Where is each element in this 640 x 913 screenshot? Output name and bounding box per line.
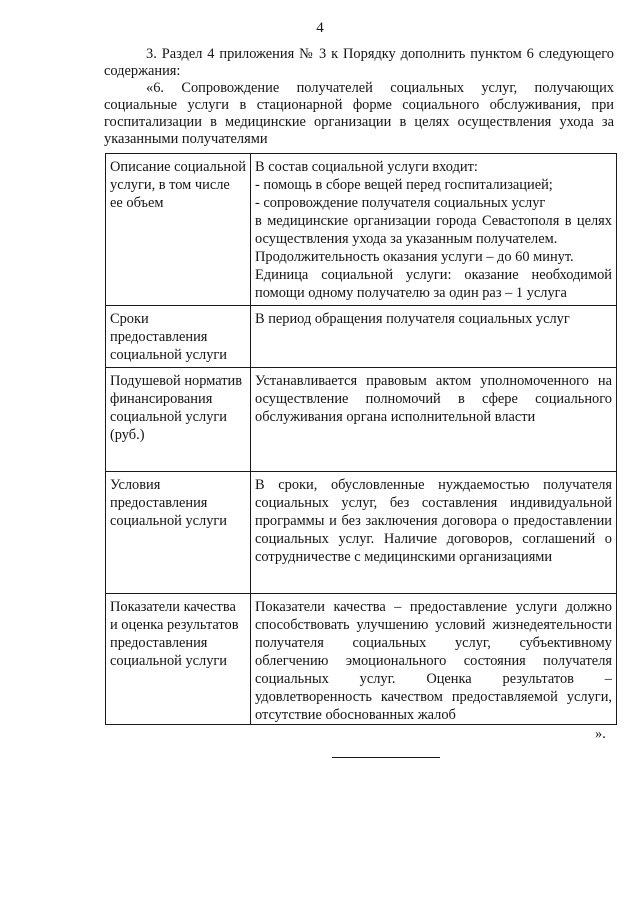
content-line: Показатели качества – предоставление услуги должно способствовать улучшению условий жизнедеятельности получателя социальных услуг, субъективному облегчению эмоционального состояния получателя социальных услуг. Оценка результатов – удовлетворенность качеством предоставляемой услуги, отсутствие обоснованных жалоб <box>255 599 612 723</box>
content-line: Продолжительность оказания услуги – до 60 минут. <box>255 249 574 265</box>
amendment-paragraph: 3. Раздел 4 приложения № 3 к Порядку дополнить пунктом 6 следующего содержания: <box>104 46 614 79</box>
row-label: Показатели качества и оценка результатов предоставления социальной услуги <box>106 594 251 725</box>
content-line: в медицинские организации города Севастополя в целях осуществления ухода за указанным получателем. <box>255 213 612 247</box>
row-label: Сроки предоставления социальной услуги <box>106 306 251 368</box>
table-row <box>106 306 617 368</box>
content-line: В период обращения получателя социальных услуг <box>255 311 570 327</box>
row-content <box>251 368 617 472</box>
table-row <box>106 594 617 725</box>
end-divider-line <box>332 757 440 758</box>
table-row <box>106 368 617 472</box>
row-label: Условия предоставления социальной услуги <box>106 472 251 594</box>
content-line: В сроки, обусловленные нуждаемостью получателя социальных услуг, без составления индивидуальной программы и без заключения договора о предоставлении социальных услуг. Наличие договоров, соглашений о сотрудничестве с медицинскими организациями <box>255 477 612 565</box>
page-number: 4 <box>316 20 324 36</box>
content-line: Устанавливается правовым актом уполномоченного на осуществление полномочий в сфере социального обслуживания органа исполнительной власти <box>255 373 612 425</box>
row-content <box>251 472 617 594</box>
content-line: В состав социальной услуги входит: <box>255 159 478 175</box>
closing-quote-mark: ». <box>595 726 606 742</box>
row-label: Описание социальной услуги, в том числе ее объем <box>106 154 251 306</box>
table-row <box>106 154 617 306</box>
row-content <box>251 154 617 306</box>
row-label: Подушевой норматив финансирования социальной услуги (руб.) <box>106 368 251 472</box>
service-table <box>105 153 617 725</box>
content-line: - сопровождение получателя социальных услуг <box>255 195 546 211</box>
content-line: Единица социальной услуги: оказание необходимой помощи одному получателю за один раз – 1 услуга <box>255 267 612 301</box>
content-line: - помощь в сборе вещей перед госпитализацией; <box>255 177 553 193</box>
item-heading-paragraph: «6. Сопровождение получателей социальных услуг, получающих социальные услуги в стационарной форме социального обслуживания, при госпитализации в медицинские организации в целях осуществления ухода за указанными получателями <box>104 80 614 147</box>
table-row <box>106 472 617 594</box>
row-content <box>251 594 617 725</box>
row-content <box>251 306 617 368</box>
